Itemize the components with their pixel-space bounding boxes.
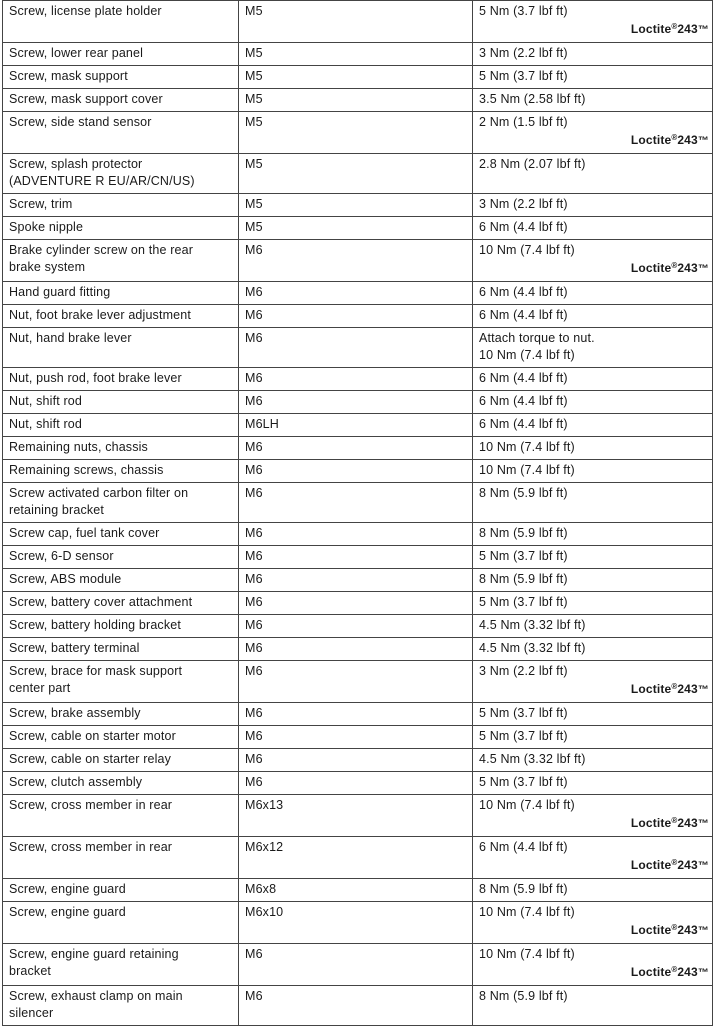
- thread-size-cell: [239, 837, 473, 879]
- thread-size: M6: [245, 285, 263, 299]
- table-row: [3, 328, 713, 368]
- loctite-name: Loctite: [630, 682, 672, 696]
- thread-size-cell: [239, 328, 473, 368]
- torque-value-line: 8 Nm (5.9 lbf ft): [479, 882, 568, 896]
- thread-size: M6: [245, 440, 263, 454]
- loctite-number: 243: [677, 133, 698, 147]
- fastener-description-line: (ADVENTURE R EU/AR/CN/US): [9, 174, 195, 188]
- thread-size-cell: [239, 1, 473, 43]
- registered-mark: ®: [671, 261, 678, 270]
- torque-value-cell: [473, 726, 713, 749]
- torque-value-line: 5 Nm (3.7 lbf ft): [479, 729, 568, 743]
- fastener-description-line: Spoke nipple: [9, 220, 84, 234]
- table-row: [3, 154, 713, 194]
- table-row: [3, 795, 713, 837]
- torque-value-cell: [473, 414, 713, 437]
- torque-value-line: 5 Nm (3.7 lbf ft): [479, 69, 568, 83]
- table-row: [3, 1, 713, 43]
- thread-size-cell: [239, 483, 473, 523]
- torque-value-line: 10 Nm (7.4 lbf ft): [479, 463, 575, 477]
- torque-value-cell: [473, 66, 713, 89]
- table-row: [3, 437, 713, 460]
- torque-value-line: 8 Nm (5.9 lbf ft): [479, 989, 568, 1003]
- torque-value-line: 10 Nm (7.4 lbf ft): [479, 798, 575, 812]
- fastener-description-line: Screw, mask support: [9, 69, 128, 83]
- loctite-note: [479, 260, 709, 278]
- fastener-description-line: Screw, 6-D sensor: [9, 549, 114, 563]
- loctite-number: 243: [677, 858, 698, 872]
- fastener-description-line: silencer: [9, 1006, 54, 1020]
- fastener-description-line: Screw, exhaust clamp on main: [9, 989, 183, 1003]
- fastener-description-line: Nut, foot brake lever adjustment: [9, 308, 191, 322]
- loctite-name: Loctite: [630, 816, 672, 830]
- fastener-description-line: Screw, trim: [9, 197, 73, 211]
- thread-size-cell: [239, 66, 473, 89]
- fastener-description-cell: [3, 217, 239, 240]
- thread-size-cell: [239, 879, 473, 902]
- torque-value-cell: [473, 944, 713, 986]
- thread-size: M6: [245, 729, 263, 743]
- loctite-number: 243: [677, 22, 698, 36]
- torque-value-line: 10 Nm (7.4 lbf ft): [479, 243, 575, 257]
- fastener-description-cell: [3, 89, 239, 112]
- torque-value-line: 4.5 Nm (3.32 lbf ft): [479, 752, 586, 766]
- loctite-note: [479, 922, 709, 940]
- loctite-number: 243: [677, 816, 698, 830]
- table-row: [3, 414, 713, 437]
- thread-size-cell: [239, 726, 473, 749]
- thread-size: M5: [245, 4, 263, 18]
- torque-value-line: 3.5 Nm (2.58 lbf ft): [479, 92, 586, 106]
- torque-value-cell: [473, 305, 713, 328]
- thread-size-cell: [239, 615, 473, 638]
- thread-size-cell: [239, 772, 473, 795]
- table-row: [3, 772, 713, 795]
- thread-size: M6: [245, 989, 263, 1003]
- torque-value-cell: [473, 703, 713, 726]
- thread-size: M6: [245, 394, 263, 408]
- fastener-description-cell: [3, 414, 239, 437]
- fastener-description-line: Nut, hand brake lever: [9, 331, 132, 345]
- fastener-description-cell: [3, 749, 239, 772]
- registered-mark: ®: [671, 923, 678, 932]
- table-row: [3, 546, 713, 569]
- torque-spec-table: [2, 0, 713, 1026]
- fastener-description-cell: [3, 944, 239, 986]
- fastener-description-cell: [3, 703, 239, 726]
- fastener-description-cell: [3, 523, 239, 546]
- thread-size-cell: [239, 661, 473, 703]
- fastener-description-cell: [3, 305, 239, 328]
- fastener-description-cell: [3, 661, 239, 703]
- loctite-name: Loctite: [630, 22, 672, 36]
- thread-size-cell: [239, 546, 473, 569]
- thread-size: M5: [245, 197, 263, 211]
- trademark-mark: ™: [697, 967, 709, 979]
- fastener-description-line: Screw, engine guard retaining: [9, 947, 179, 961]
- table-row: [3, 569, 713, 592]
- fastener-description-cell: [3, 879, 239, 902]
- fastener-description-line: Screw, license plate holder: [9, 4, 162, 18]
- loctite-name: Loctite: [630, 133, 672, 147]
- torque-value-cell: [473, 523, 713, 546]
- torque-value-cell: [473, 879, 713, 902]
- torque-value-cell: [473, 772, 713, 795]
- trademark-mark: ™: [697, 24, 709, 36]
- thread-size: M6: [245, 641, 263, 655]
- loctite-number: 243: [677, 682, 698, 696]
- table-row: [3, 726, 713, 749]
- trademark-mark: ™: [697, 818, 709, 830]
- registered-mark: ®: [671, 858, 678, 867]
- trademark-mark: ™: [697, 135, 709, 147]
- thread-size: M6: [245, 486, 263, 500]
- thread-size: M6x13: [245, 798, 284, 812]
- fastener-description-cell: [3, 391, 239, 414]
- torque-value-line: 3 Nm (2.2 lbf ft): [479, 46, 568, 60]
- table-row: [3, 523, 713, 546]
- table-row: [3, 638, 713, 661]
- thread-size: M5: [245, 46, 263, 60]
- fastener-description-cell: [3, 902, 239, 944]
- torque-value-line: 5 Nm (3.7 lbf ft): [479, 775, 568, 789]
- thread-size: M6: [245, 243, 263, 257]
- torque-value-cell: [473, 240, 713, 282]
- fastener-description-line: Screw, battery terminal: [9, 641, 140, 655]
- thread-size: M6: [245, 775, 263, 789]
- registered-mark: ®: [671, 22, 678, 31]
- torque-value-cell: [473, 43, 713, 66]
- thread-size: M6x10: [245, 905, 284, 919]
- torque-value-line: 5 Nm (3.7 lbf ft): [479, 549, 568, 563]
- registered-mark: ®: [671, 965, 678, 974]
- torque-value-line: 8 Nm (5.9 lbf ft): [479, 486, 568, 500]
- fastener-description-line: Remaining nuts, chassis: [9, 440, 148, 454]
- fastener-description-line: Screw, engine guard: [9, 882, 126, 896]
- fastener-description-cell: [3, 112, 239, 154]
- fastener-description-line: Screw activated carbon filter on: [9, 486, 189, 500]
- thread-size-cell: [239, 305, 473, 328]
- fastener-description-cell: [3, 837, 239, 879]
- torque-value-cell: [473, 460, 713, 483]
- torque-value-cell: [473, 437, 713, 460]
- thread-size-cell: [239, 795, 473, 837]
- fastener-description-cell: [3, 638, 239, 661]
- fastener-description-line: Nut, shift rod: [9, 394, 82, 408]
- thread-size-cell: [239, 112, 473, 154]
- table-row: [3, 944, 713, 986]
- loctite-note: [479, 964, 709, 982]
- fastener-description-line: Screw, side stand sensor: [9, 115, 152, 129]
- fastener-description-cell: [3, 240, 239, 282]
- thread-size-cell: [239, 523, 473, 546]
- fastener-description-cell: [3, 592, 239, 615]
- thread-size-cell: [239, 944, 473, 986]
- torque-value-line: 6 Nm (4.4 lbf ft): [479, 394, 568, 408]
- fastener-description-line: Screw, lower rear panel: [9, 46, 144, 60]
- fastener-description-cell: [3, 460, 239, 483]
- fastener-description-cell: [3, 546, 239, 569]
- thread-size-cell: [239, 89, 473, 112]
- thread-size: M6: [245, 331, 263, 345]
- torque-value-line: 10 Nm (7.4 lbf ft): [479, 905, 575, 919]
- fastener-description-line: retaining bracket: [9, 503, 104, 517]
- loctite-note: [479, 21, 709, 39]
- loctite-note: [479, 681, 709, 699]
- torque-value-line: 6 Nm (4.4 lbf ft): [479, 308, 568, 322]
- fastener-description-cell: [3, 368, 239, 391]
- torque-value-line: 6 Nm (4.4 lbf ft): [479, 417, 568, 431]
- torque-value-line: 2 Nm (1.5 lbf ft): [479, 115, 568, 129]
- torque-value-cell: [473, 661, 713, 703]
- trademark-mark: ™: [697, 925, 709, 937]
- loctite-name: Loctite: [630, 965, 672, 979]
- table-row: [3, 615, 713, 638]
- registered-mark: ®: [671, 816, 678, 825]
- loctite-name: Loctite: [630, 858, 672, 872]
- loctite-name: Loctite: [630, 923, 672, 937]
- trademark-mark: ™: [697, 860, 709, 872]
- torque-value-cell: [473, 795, 713, 837]
- thread-size: M5: [245, 115, 263, 129]
- thread-size-cell: [239, 368, 473, 391]
- thread-size-cell: [239, 638, 473, 661]
- registered-mark: ®: [671, 133, 678, 142]
- fastener-description-line: Screw, brace for mask support: [9, 664, 183, 678]
- fastener-description-cell: [3, 1, 239, 43]
- thread-size: M6: [245, 371, 263, 385]
- table-row: [3, 305, 713, 328]
- table-row: [3, 112, 713, 154]
- torque-value-cell: [473, 546, 713, 569]
- torque-value-line: 8 Nm (5.9 lbf ft): [479, 572, 568, 586]
- table-row: [3, 592, 713, 615]
- torque-value-line: 4.5 Nm (3.32 lbf ft): [479, 618, 586, 632]
- table-row: [3, 282, 713, 305]
- torque-value-cell: [473, 368, 713, 391]
- table-row: [3, 217, 713, 240]
- fastener-description-line: Screw, battery cover attachment: [9, 595, 193, 609]
- loctite-note: [479, 857, 709, 875]
- fastener-description-cell: [3, 437, 239, 460]
- thread-size: M6: [245, 308, 263, 322]
- torque-value-cell: [473, 569, 713, 592]
- torque-value-cell: [473, 986, 713, 1026]
- table-row: [3, 986, 713, 1026]
- torque-value-line: 2.8 Nm (2.07 lbf ft): [479, 157, 586, 171]
- torque-value-line: 5 Nm (3.7 lbf ft): [479, 4, 568, 18]
- thread-size-cell: [239, 749, 473, 772]
- registered-mark: ®: [671, 682, 678, 691]
- fastener-description-line: Screw, cross member in rear: [9, 840, 173, 854]
- fastener-description-cell: [3, 726, 239, 749]
- fastener-description-line: Screw, splash protector: [9, 157, 143, 171]
- table-row: [3, 66, 713, 89]
- thread-size: M6: [245, 572, 263, 586]
- torque-value-cell: [473, 217, 713, 240]
- loctite-number: 243: [677, 923, 698, 937]
- torque-value-cell: [473, 837, 713, 879]
- fastener-description-line: Nut, shift rod: [9, 417, 82, 431]
- thread-size: M6x8: [245, 882, 277, 896]
- torque-value-line: 3 Nm (2.2 lbf ft): [479, 197, 568, 211]
- fastener-description-line: bracket: [9, 964, 52, 978]
- thread-size-cell: [239, 217, 473, 240]
- fastener-description-line: Screw, engine guard: [9, 905, 126, 919]
- fastener-description-line: center part: [9, 681, 71, 695]
- table-row: [3, 89, 713, 112]
- trademark-mark: ™: [697, 684, 709, 696]
- torque-value-cell: [473, 89, 713, 112]
- loctite-note: [479, 815, 709, 833]
- torque-value-cell: [473, 902, 713, 944]
- torque-value-line: Attach torque to nut.: [479, 331, 595, 345]
- torque-value-cell: [473, 154, 713, 194]
- torque-value-cell: [473, 638, 713, 661]
- table-row: [3, 194, 713, 217]
- fastener-description-line: Screw, cable on starter motor: [9, 729, 176, 743]
- thread-size: M5: [245, 157, 263, 171]
- thread-size-cell: [239, 194, 473, 217]
- torque-value-line: 5 Nm (3.7 lbf ft): [479, 706, 568, 720]
- torque-value-line: 3 Nm (2.2 lbf ft): [479, 664, 568, 678]
- fastener-description-cell: [3, 194, 239, 217]
- thread-size: M5: [245, 92, 263, 106]
- thread-size-cell: [239, 460, 473, 483]
- thread-size: M6: [245, 463, 263, 477]
- torque-value-cell: [473, 112, 713, 154]
- torque-value-line: 8 Nm (5.9 lbf ft): [479, 526, 568, 540]
- thread-size-cell: [239, 703, 473, 726]
- thread-size: M6: [245, 664, 263, 678]
- thread-size-cell: [239, 154, 473, 194]
- torque-value-line: 6 Nm (4.4 lbf ft): [479, 220, 568, 234]
- thread-size: M6: [245, 549, 263, 563]
- thread-size-cell: [239, 240, 473, 282]
- loctite-name: Loctite: [630, 261, 672, 275]
- fastener-description-cell: [3, 43, 239, 66]
- fastener-description-cell: [3, 154, 239, 194]
- torque-value-cell: [473, 483, 713, 523]
- thread-size-cell: [239, 282, 473, 305]
- fastener-description-cell: [3, 986, 239, 1026]
- torque-value-line: 10 Nm (7.4 lbf ft): [479, 947, 575, 961]
- thread-size: M5: [245, 69, 263, 83]
- fastener-description-line: Screw, brake assembly: [9, 706, 141, 720]
- thread-size-cell: [239, 902, 473, 944]
- torque-value-cell: [473, 194, 713, 217]
- fastener-description-cell: [3, 795, 239, 837]
- fastener-description-line: Screw, battery holding bracket: [9, 618, 181, 632]
- torque-value-cell: [473, 749, 713, 772]
- thread-size: M6: [245, 706, 263, 720]
- fastener-description-cell: [3, 328, 239, 368]
- thread-size: M6: [245, 595, 263, 609]
- fastener-description-line: Remaining screws, chassis: [9, 463, 164, 477]
- table-row: [3, 837, 713, 879]
- fastener-description-line: Hand guard fitting: [9, 285, 111, 299]
- thread-size-cell: [239, 391, 473, 414]
- thread-size-cell: [239, 43, 473, 66]
- torque-value-line: 6 Nm (4.4 lbf ft): [479, 371, 568, 385]
- thread-size: M6: [245, 526, 263, 540]
- fastener-description-line: Screw, ABS module: [9, 572, 122, 586]
- torque-value-line: 6 Nm (4.4 lbf ft): [479, 840, 568, 854]
- fastener-description-cell: [3, 569, 239, 592]
- fastener-description-line: Screw, clutch assembly: [9, 775, 143, 789]
- thread-size-cell: [239, 437, 473, 460]
- trademark-mark: ™: [697, 263, 709, 275]
- torque-value-line: 10 Nm (7.4 lbf ft): [479, 440, 575, 454]
- thread-size: M6: [245, 752, 263, 766]
- table-row: [3, 240, 713, 282]
- table-row: [3, 749, 713, 772]
- table-row: [3, 368, 713, 391]
- fastener-description-cell: [3, 483, 239, 523]
- fastener-description-cell: [3, 66, 239, 89]
- fastener-description-line: Brake cylinder screw on the rear: [9, 243, 194, 257]
- torque-value-cell: [473, 1, 713, 43]
- loctite-number: 243: [677, 261, 698, 275]
- thread-size-cell: [239, 414, 473, 437]
- table-row: [3, 43, 713, 66]
- fastener-description-line: brake system: [9, 260, 86, 274]
- torque-value-cell: [473, 328, 713, 368]
- torque-value-cell: [473, 615, 713, 638]
- thread-size: M5: [245, 220, 263, 234]
- torque-value-line: 4.5 Nm (3.32 lbf ft): [479, 641, 586, 655]
- thread-size-cell: [239, 569, 473, 592]
- thread-size: M6: [245, 618, 263, 632]
- loctite-note: [479, 132, 709, 150]
- torque-value-cell: [473, 282, 713, 305]
- table-row: [3, 391, 713, 414]
- table-row: [3, 460, 713, 483]
- fastener-description-line: Screw, mask support cover: [9, 92, 163, 106]
- torque-value-cell: [473, 592, 713, 615]
- table-row: [3, 902, 713, 944]
- fastener-description-line: Screw, cross member in rear: [9, 798, 173, 812]
- thread-size: M6: [245, 947, 263, 961]
- fastener-description-cell: [3, 615, 239, 638]
- thread-size-cell: [239, 986, 473, 1026]
- fastener-description-cell: [3, 282, 239, 305]
- thread-size-cell: [239, 592, 473, 615]
- fastener-description-line: Screw cap, fuel tank cover: [9, 526, 160, 540]
- torque-value-cell: [473, 391, 713, 414]
- table-row: [3, 879, 713, 902]
- torque-value-line: 6 Nm (4.4 lbf ft): [479, 285, 568, 299]
- thread-size: M6LH: [245, 417, 279, 431]
- fastener-description-cell: [3, 772, 239, 795]
- fastener-description-line: Nut, push rod, foot brake lever: [9, 371, 182, 385]
- torque-value-line: 10 Nm (7.4 lbf ft): [479, 348, 575, 362]
- torque-table-body: [3, 1, 713, 1026]
- torque-value-line: 5 Nm (3.7 lbf ft): [479, 595, 568, 609]
- table-row: [3, 483, 713, 523]
- loctite-number: 243: [677, 965, 698, 979]
- fastener-description-line: Screw, cable on starter relay: [9, 752, 172, 766]
- thread-size: M6x12: [245, 840, 284, 854]
- table-row: [3, 661, 713, 703]
- table-row: [3, 703, 713, 726]
